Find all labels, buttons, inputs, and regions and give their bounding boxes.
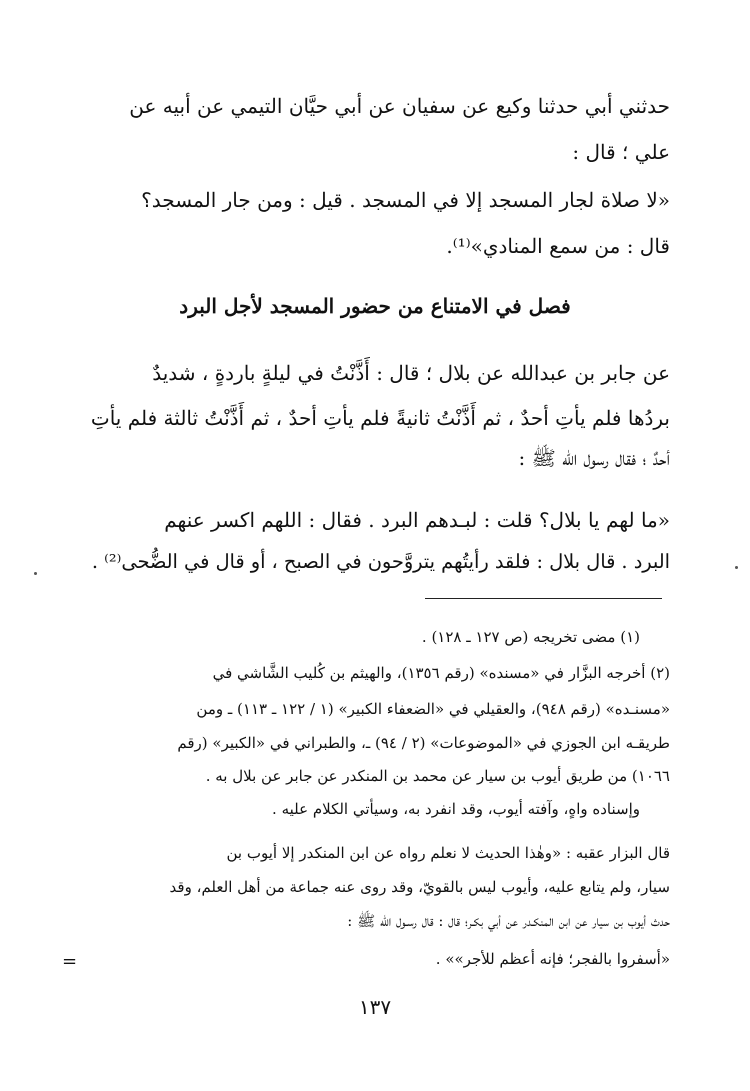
main-line-8: «ما لهم يا بلال؟ قلت : لبـدهم البرد . فقال : اللهم اكسر عنهم (164, 508, 670, 532)
main-line-9: البرد . قال بلال : فلقد رأيتُهم يتروَّحون في الصبح ، أو قال في الضُّحى⁽²⁾ . (91, 550, 670, 573)
footnote-2-line-5: وإسناده واهٍ، وآفته أيوب، وقد انفرد به، وسيأتي الكلام عليه . (272, 800, 640, 818)
section-heading: فصل في الامتناع من حضور المسجد لأجل البرد (179, 294, 571, 318)
footnote-1: (١) مضى تخريجه (ص ١٢٧ ـ ١٢٨) . (421, 628, 640, 646)
footnote-2-line-9: «أسفروا بالفجر؛ فإنه أعظم للأجر»» . (435, 950, 670, 968)
main-line-1: حدثني أبي حدثنا وكيع عن سفيان عن أبي حيَّان التيمي عن أبيه عن (129, 94, 670, 118)
main-line-7: أحدٌ ؛ فقال رسول الله ﷺ : (518, 446, 670, 470)
footnote-2-line-3: طريقـه ابن الجوزي في «الموضوعات» (٢ / ٩٤) ـ، والطبراني في «الكبير» (رقم (177, 734, 670, 752)
continuation-mark: = (62, 951, 78, 972)
footnote-2-line-6: قال البزار عقبه : «وهٰذا الحديث لا نعلم رواه عن ابن المنكدر إلا أيوب بن (226, 844, 670, 862)
footnote-2-line-4: ١٠٦٦) من طريق أيوب بن سيار عن محمد بن المنكدر عن جابر عن بلال به . (205, 767, 670, 785)
main-line-6: بردُها فلم يأتِ أحدٌ ، ثم أَذَّنْتُ ثانيةً فلم يأتِ أحدٌ ، ثم أَذَّنْتُ ثالثة فلم يأتِ (90, 406, 670, 430)
footnote-2-line-7: سيار، ولم يتابع عليه، وأيوب ليس بالقويّ، وقد روى عنه جماعة من أهل العلم، وقد (169, 878, 670, 896)
footnote-2-line-1: (٢) أخرجه البزَّار في «مسنده» (رقم ١٣٥٦)، والهيثم بن كُليب الشَّاشي في (212, 664, 670, 682)
main-line-5: عن جابر بن عبدالله عن بلال ؛ قال : أَذَّنْتُ في ليلةٍ باردةٍ ، شديدٌ (152, 361, 670, 385)
main-line-4: قال : من سمع المنادي»⁽¹⁾. (446, 234, 670, 258)
main-line-3: «لا صلاة لجار المسجد إلا في المسجد . قيل : ومن جار المسجد؟ (141, 188, 670, 212)
scan-speck (34, 572, 37, 575)
scan-speck (735, 566, 738, 569)
footnote-2-line-8: حدث أيوب بن سيار عن ابن المنكـدر عن أبي بكـر؛ قال : قال رسـول الله ﷺ : (347, 912, 670, 930)
footnote-separator (425, 598, 662, 599)
footnote-2-line-2: «مسنـده» (رقم ٩٤٨)، والعقيلي في «الضعفاء الكبير» (١ / ١٢٢ ـ ١١٣) ـ ومن (196, 700, 670, 718)
page-number: ١٣٧ (358, 995, 392, 1019)
main-line-2: علي ؛ قال : (572, 140, 670, 164)
